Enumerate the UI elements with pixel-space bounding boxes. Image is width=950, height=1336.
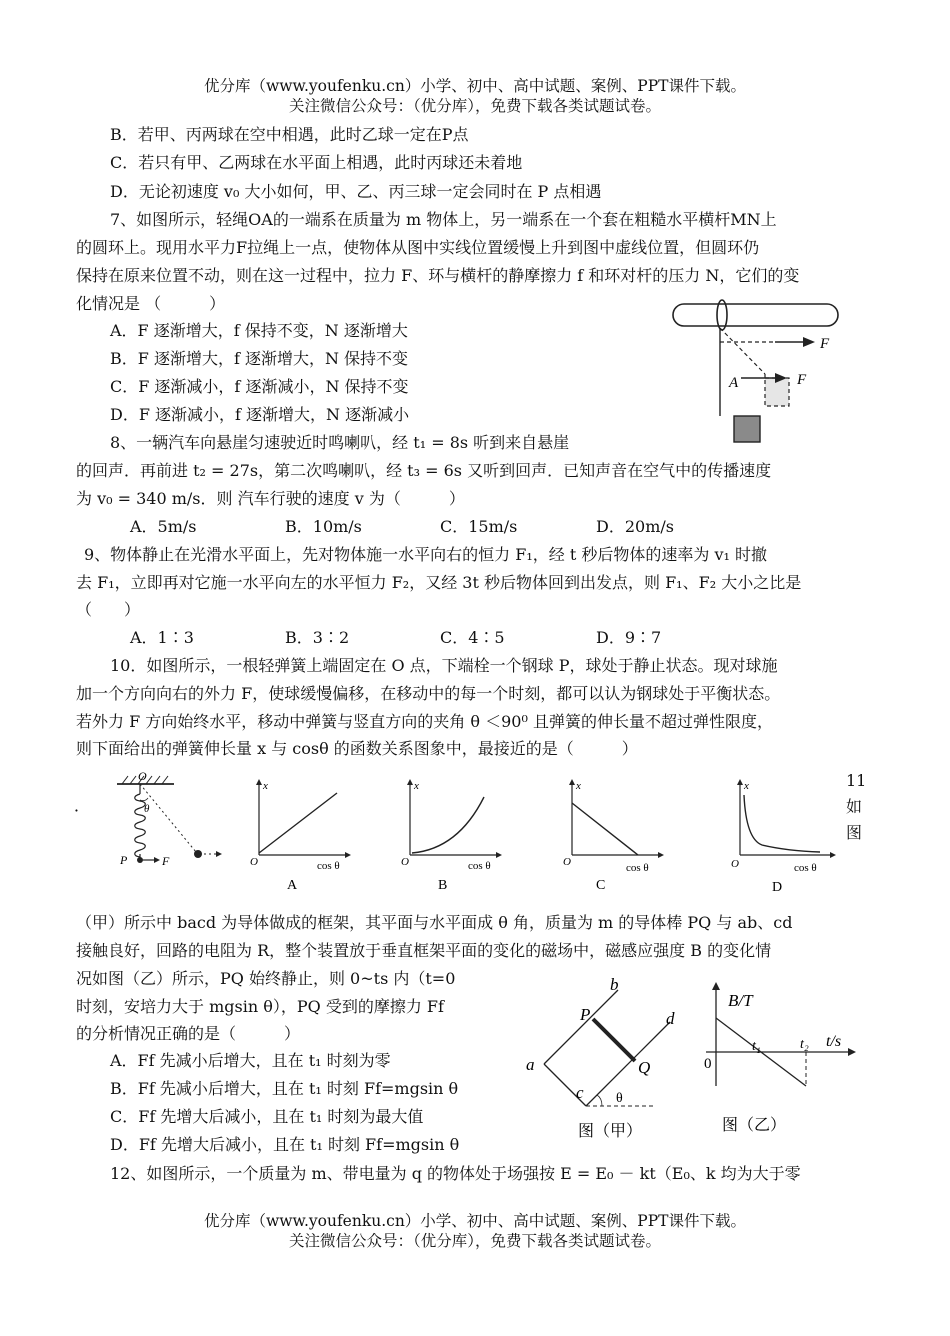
q11-fig1-d: d	[666, 1009, 675, 1028]
q10-fig-p: P	[120, 853, 128, 867]
q11-line-2: 接触良好，回路的电阻为 R，整个装置放于垂直框架平面的变化的磁场中，磁感应强度 B 的变化情	[76, 941, 772, 960]
q11-side-number: 11	[846, 771, 867, 790]
q9-option-a: A．1∶3	[130, 628, 194, 647]
q11-fig2-origin: 0	[704, 1056, 712, 1072]
q7-line-3: 保持在原来位置不动，则在这一过程中，拉力 F、环与横杆的静摩擦力 f 和环对杆的压力 N，它们的变	[76, 266, 800, 285]
q11-fig1-theta: θ	[616, 1091, 623, 1106]
header-line-1: 优分库（www.youfenku.cn）小学、初中、高中试题、案例、PPT课件下载。	[203, 77, 747, 95]
q11-fig2-b-axis: B/T	[728, 991, 753, 1010]
q11-option-b: B．Ff 先减小后增大，且在 t₁ 时刻 Ff=mgsin θ	[110, 1079, 459, 1098]
q10-graph-a-label: A	[287, 878, 298, 893]
q10-graph-b-label: B	[438, 878, 448, 893]
q10-spring-figure	[112, 770, 237, 880]
q11-line-5: 的分析情况正确的是（ ）	[76, 1024, 301, 1043]
q7-option-b: B．F 逐渐增大，f 逐渐增大，N 保持不变	[110, 349, 409, 368]
q10-fig-theta: θ	[144, 803, 150, 815]
q11-fig1-b: b	[610, 975, 619, 994]
q11-fig1-p: P	[580, 1005, 591, 1024]
q10-dot: ．	[74, 796, 91, 815]
q11-fig1-caption: 图（甲）	[578, 1123, 643, 1140]
q11-fig2-t2: t₂	[800, 1037, 809, 1052]
q10-graph-d-xaxis: cos θ	[794, 862, 817, 874]
q7-fig-label-a: A	[729, 375, 739, 391]
q10-graph-d-y: x	[744, 780, 749, 792]
q10-graph-a-xaxis: cos θ	[317, 860, 340, 872]
q10-graph-c-label: C	[596, 878, 606, 893]
q10-line-1: 10．如图所示，一根轻弹簧上端固定在 O 点，下端栓一个钢球 P，球处于静止状态。现对球施	[110, 656, 778, 675]
q8-option-b: B．10m/s	[285, 517, 362, 536]
q10-graph-b	[398, 775, 508, 895]
q11-fig1-a: a	[526, 1055, 535, 1074]
q12-line-1: 12、如图所示，一个质量为 m、带电量为 q 的物体处于场强按 E = E₀ － kt（E₀、k 均为大于零	[110, 1164, 801, 1183]
q10-graph-d	[728, 775, 843, 895]
q11-bt-graph	[696, 974, 866, 1144]
q10-graph-c-y: x	[576, 780, 581, 792]
q11-line-4: 时刻，安培力大于 mgsin θ），PQ 受到的摩擦力 Ff	[76, 997, 444, 1016]
q11-line-3: 况如图（乙）所示，PQ 始终静止，则 0~ts 内（t=0	[76, 969, 456, 988]
q11-line-1: （甲）所示中 bacd 为导体做成的框架，其平面与水平面成 θ 角，质量为 m 的导体棒 PQ 与 ab、cd	[76, 913, 793, 932]
header-line-2: 关注微信公众号：（优分库），免费下载各类试题试卷。	[288, 97, 661, 115]
q11-side-tu: 图	[846, 823, 863, 842]
q7-line-2: 的圆环上。现用水平力F拉绳上一点，使物体从图中实线位置缓慢上升到图中虚线位置，但圆环仍	[76, 238, 760, 257]
q10-graph-a-y: x	[263, 780, 268, 792]
q10-graph-b-origin: O	[401, 856, 409, 868]
q9-line-1: 9、物体静止在光滑水平面上，先对物体施一水平向右的恒力 F₁，经 t 秒后物体的速率为 v₁ 时撤	[84, 545, 768, 564]
q10-graph-d-origin: O	[731, 858, 739, 870]
q8-option-a: A．5m/s	[130, 517, 197, 536]
q11-fig1-q: Q	[638, 1058, 651, 1077]
q7-line-1: 7、如图所示，轻绳OA的一端系在质量为 m 物体上，另一端系在一个套在粗糙水平横杆MN上	[110, 210, 777, 229]
q11-frame-figure	[520, 970, 690, 1150]
q11-fig1-c: c	[576, 1083, 584, 1102]
q11-fig2-t1: t₁	[752, 1039, 761, 1054]
q8-option-c: C．15m/s	[440, 517, 518, 536]
q9-line-2: 去 F₁，立即再对它施一水平向左的水平恒力 F₂，又经 3t 秒后物体回到出发点，则 F₁、F₂ 大小之比是	[76, 573, 802, 592]
q11-fig2-caption: 图（乙）	[722, 1117, 787, 1134]
q6-option-d: D．无论初速度 v₀ 大小如何，甲、乙、丙三球一定会同时在 P 点相遇	[110, 182, 602, 201]
q11-side-ru: 如	[846, 797, 863, 816]
q11-option-c: C．Ff 先增大后减小，且在 t₁ 时刻为最大值	[110, 1107, 424, 1126]
q10-graph-c	[560, 775, 670, 895]
q7-rope-ring-figure	[665, 296, 850, 446]
q9-line-3: （ ）	[76, 600, 141, 619]
q11-option-d: D．Ff 先增大后减小，且在 t₁ 时刻 Ff=mgsin θ	[110, 1135, 460, 1154]
q10-line-2: 加一个方向向右的外力 F，使球缓慢偏移，在移动中的每一个时刻，都可以认为钢球处于平衡状态。	[76, 684, 781, 703]
q10-graph-c-origin: O	[563, 856, 571, 868]
q7-fig-label-f-top: F	[820, 336, 830, 352]
q8-line-1: 8、一辆汽车向悬崖匀速驶近时鸣喇叭，经 t₁ = 8s 听到来自悬崖	[110, 433, 570, 452]
q10-graph-a	[247, 775, 357, 895]
q10-fig-o: O	[138, 770, 147, 783]
q7-option-a: A．F 逐渐增大，f 保持不变，N 逐渐增大	[110, 321, 408, 340]
q10-graph-c-xaxis: cos θ	[626, 862, 649, 874]
q10-graph-b-xaxis: cos θ	[468, 860, 491, 872]
q10-graph-b-y: x	[414, 780, 419, 792]
q6-option-c: C．若只有甲、乙两球在水平面上相遇，此时丙球还未着地	[110, 153, 523, 172]
q10-line-4: 则下面给出的弹簧伸长量 x 与 cosθ 的函数关系图象中，最接近的是（ ）	[76, 739, 638, 758]
q7-fig-label-f-mid: F	[797, 372, 807, 388]
q8-line-2: 的回声．再前进 t₂ = 27s，第二次鸣喇叭，经 t₃ = 6s 又听到回声．已知声音在空气中的传播速度	[76, 461, 772, 480]
q10-fig-f: F	[162, 854, 170, 868]
q10-line-3: 若外力 F 方向始终水平，移动中弹簧与竖直方向的夹角 θ ＜90⁰ 且弹簧的伸长量不超过弹性限度，	[76, 712, 773, 731]
q9-option-b: B．3∶2	[285, 628, 350, 647]
q9-option-c: C．4∶5	[440, 628, 505, 647]
q11-option-a: A．Ff 先减小后增大，且在 t₁ 时刻为零	[110, 1051, 391, 1070]
q6-option-b: B．若甲、丙两球在空中相遇，此时乙球一定在P点	[110, 125, 469, 144]
q10-graph-a-origin: O	[250, 856, 258, 868]
q7-line-4: 化情况是 （ ）	[76, 294, 226, 313]
q10-graph-d-label: D	[772, 880, 783, 895]
q8-line-3: 为 v₀ = 340 m/s．则 汽车行驶的速度 v 为（ ）	[76, 489, 465, 508]
q8-option-d: D．20m/s	[596, 517, 674, 536]
q9-option-d: D．9∶7	[596, 628, 662, 647]
footer-line-1: 优分库（www.youfenku.cn）小学、初中、高中试题、案例、PPT课件下载。	[203, 1212, 747, 1230]
q11-fig2-t-axis: t/s	[826, 1033, 842, 1050]
q7-option-c: C．F 逐渐减小，f 逐渐减小，N 保持不变	[110, 377, 409, 396]
footer-line-2: 关注微信公众号：（优分库），免费下载各类试题试卷。	[288, 1232, 661, 1250]
q7-option-d: D．F 逐渐减小，f 逐渐增大，N 逐渐减小	[110, 405, 410, 424]
